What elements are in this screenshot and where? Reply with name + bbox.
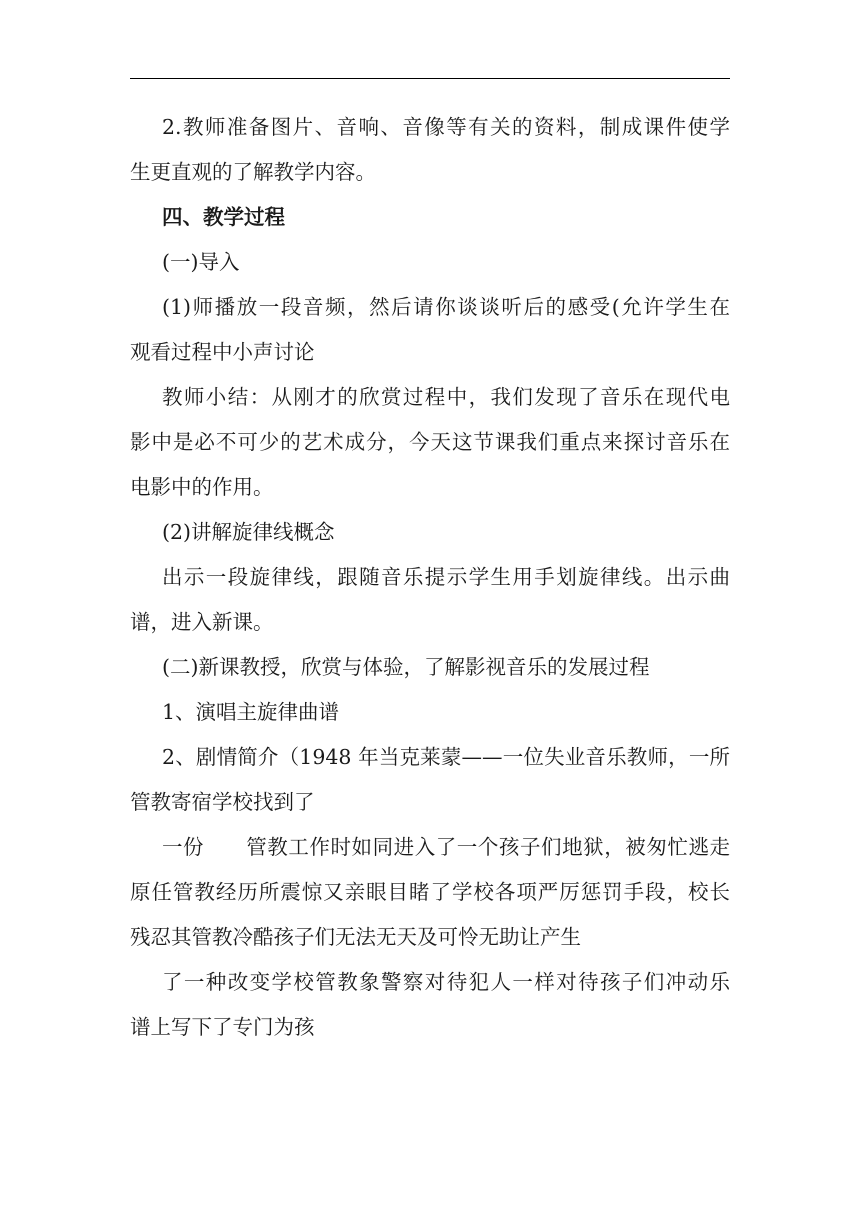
paragraph-line: 谱，进入新课。 [130,610,274,634]
paragraph-line: 观看过程中小声讨论 [130,340,315,364]
paragraph-line: 电影中的作用。 [130,475,274,499]
header-rule [130,78,730,79]
paragraph-line: 2.教师准备图片、音响、音像等有关的资料，制成课件使学 [162,115,730,139]
paragraph-line: 教师小结：从刚才的欣赏过程中，我们发现了音乐在现代电 [162,385,730,409]
paragraph-line: 了一种改变学校管教象警察对待犯人一样对待孩子们冲动乐 [162,970,730,994]
paragraph-line: (1)师播放一段音频，然后请你谈谈听后的感受(允许学生在 [162,295,730,319]
paragraph-line: 影中是必不可少的艺术成分，今天这节课我们重点来探讨音乐在 [130,430,730,454]
subsection-heading: (一)导入 [162,250,240,274]
paragraph-line: 2、剧情简介（1948 年当克莱蒙——一位失业音乐教师，一所 [162,745,730,769]
paragraph-line: 一份 管教工作时如同进入了一个孩子们地狱，被匆忙逃走 [162,835,730,859]
paragraph-line: 管教寄宿学校找到了 [130,790,315,814]
paragraph-line: 原任管教经历所震惊又亲眼目睹了学校各项严厉惩罚手段，校长 [130,880,730,904]
paragraph-line: 谱上写下了专门为孩 [130,1015,315,1039]
subsection-heading: (2)讲解旋律线概念 [162,520,335,544]
paragraph-line: 生更直观的了解教学内容。 [130,160,376,184]
paragraph-line: 残忍其管教冷酷孩子们无法无天及可怜无助让产生 [130,925,581,949]
section-heading: 四、教学过程 [162,205,285,229]
paragraph-line: 出示一段旋律线，跟随音乐提示学生用手划旋律线。出示曲 [162,565,730,589]
subsection-heading: (二)新课教授，欣赏与体验，了解影视音乐的发展过程 [162,655,650,679]
paragraph-line: 1、演唱主旋律曲谱 [162,700,340,724]
